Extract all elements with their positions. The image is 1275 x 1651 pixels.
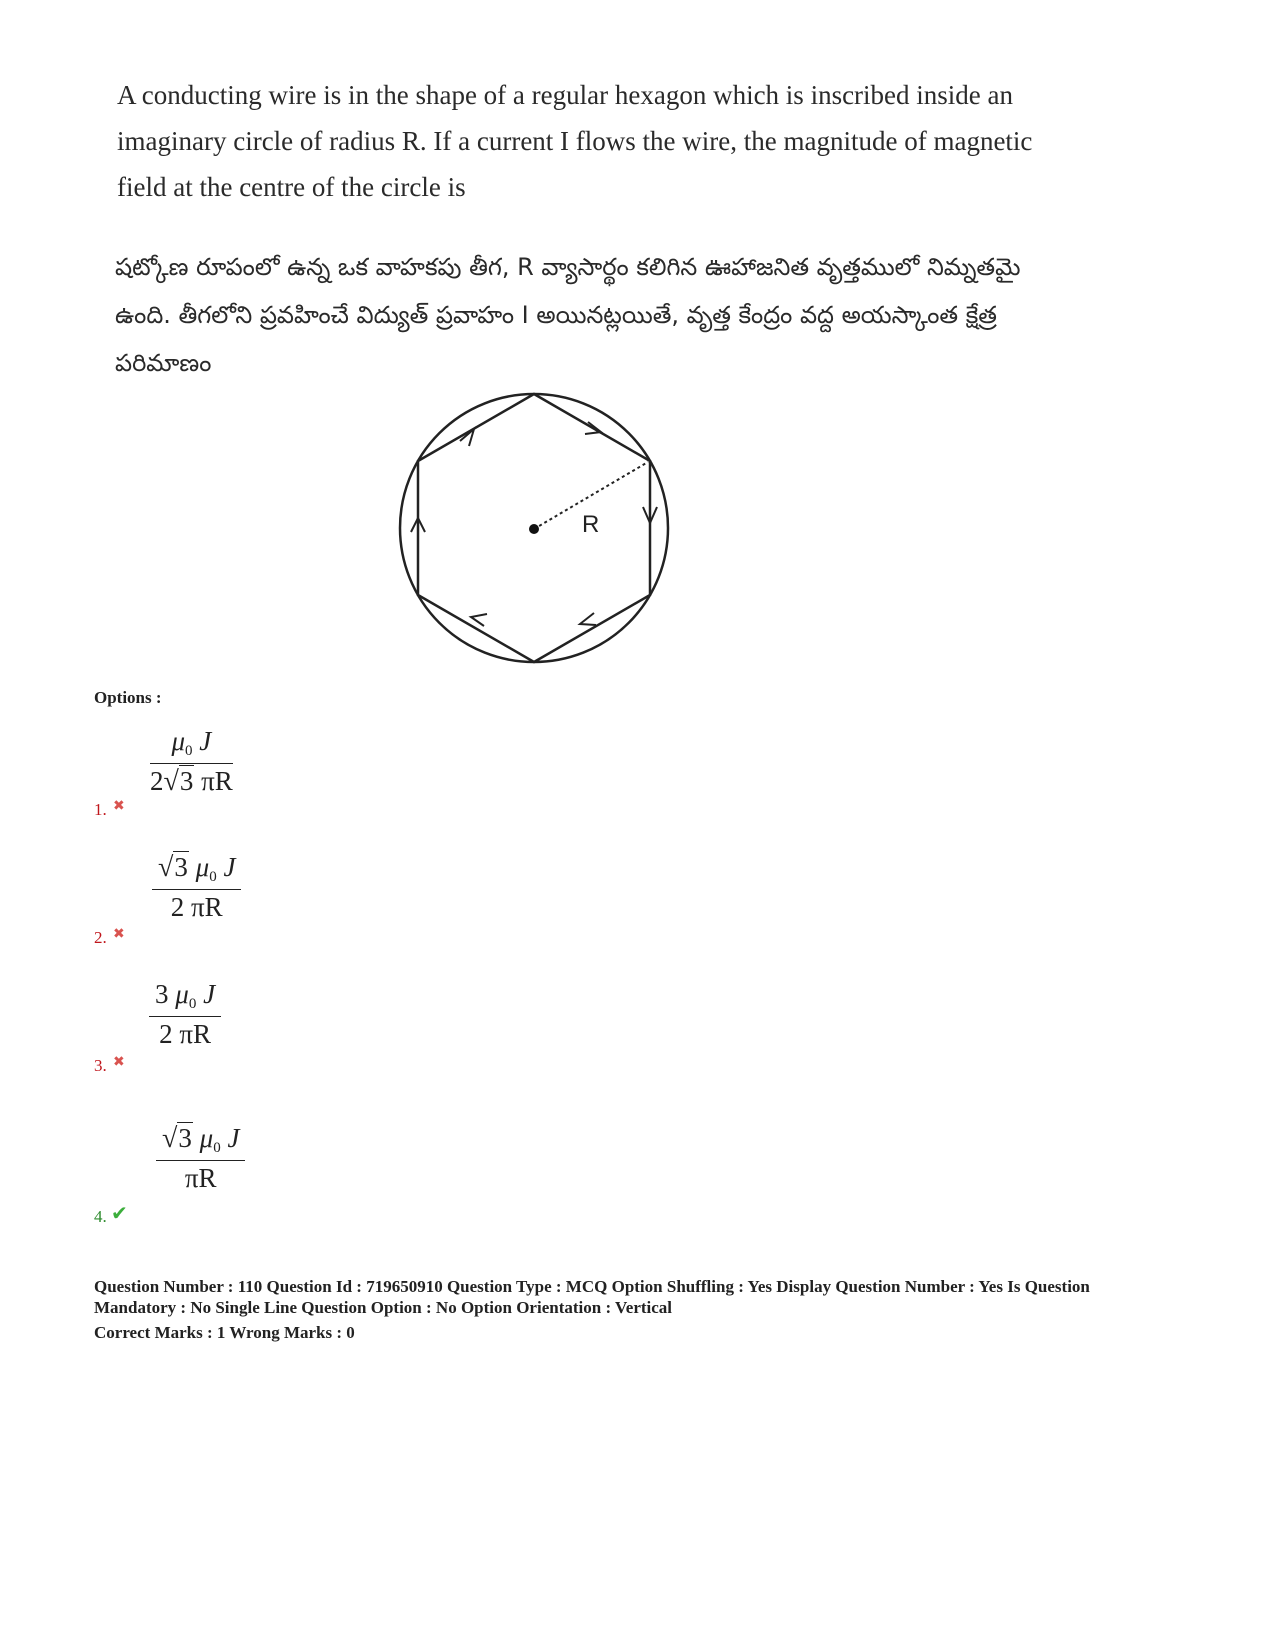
option-formula: $\frac{\mu_0 J}{2√3 \pi R}$ (150, 726, 233, 797)
question-line: ఉంది. తీగలోని ప్రవహించే విద్యుత్ ప్రవాహం I అయినట్లయితే, వృత్త కేంద్రం వద్ద అయస్కాంత క్షేత్ర (115, 301, 997, 329)
question-line: పరిమాణం (115, 349, 212, 377)
option-formula: $\frac{√3 \mu_0 J}{\pi R}$ (156, 1123, 245, 1194)
option-number: 2. (94, 928, 107, 947)
question-text-english (117, 72, 1057, 210)
hexagon-circle-figure (398, 392, 678, 677)
question-line: imaginary circle of radius R. If a current I flows the wire, the magnitude of magnetic (117, 126, 1033, 156)
option-number: 3. (94, 1056, 107, 1075)
centre-dot (529, 524, 539, 534)
question-text-telugu (115, 243, 1075, 387)
radius-label: R (582, 511, 600, 538)
cross-icon: ✖ (113, 798, 125, 814)
current-arrow (471, 614, 487, 626)
question-metadata (94, 1276, 1194, 1343)
option-number: 4. (94, 1207, 107, 1226)
option-formula: $\frac{√3 \mu_0 J}{2 \pi R}$ (152, 852, 241, 923)
metadata-line: Question Number : 110 Question Id : 719650910 Question Type : MCQ Option Shuffling : Yes Display Question Number : Yes Is Question (94, 1277, 1090, 1296)
current-arrow (580, 613, 596, 625)
question-line: షట్కోణ రూపంలో ఉన్న ఒక వాహకపు తీగ, R వ్యాసార్థం కలిగిన ఊహాజనిత వృత్తములో నిమ్నతమై (115, 253, 1021, 281)
cross-icon: ✖ (113, 1054, 125, 1070)
option-number: 1. (94, 800, 107, 819)
marks-line: Correct Marks : 1 Wrong Marks : 0 (94, 1323, 355, 1342)
check-icon: ✔ (111, 1201, 128, 1225)
question-line: field at the centre of the circle is (117, 172, 466, 202)
hexagon-diagram (398, 392, 678, 672)
metadata-line: Mandatory : No Single Line Question Option : No Option Orientation : Vertical (94, 1298, 673, 1317)
question-line: A conducting wire is in the shape of a regular hexagon which is inscribed inside an (117, 80, 1014, 110)
options-label: Options : (94, 688, 162, 707)
cross-icon: ✖ (113, 926, 125, 942)
option-formula: $\frac{3 \mu_0 J}{2 \pi R}$ (149, 979, 221, 1050)
